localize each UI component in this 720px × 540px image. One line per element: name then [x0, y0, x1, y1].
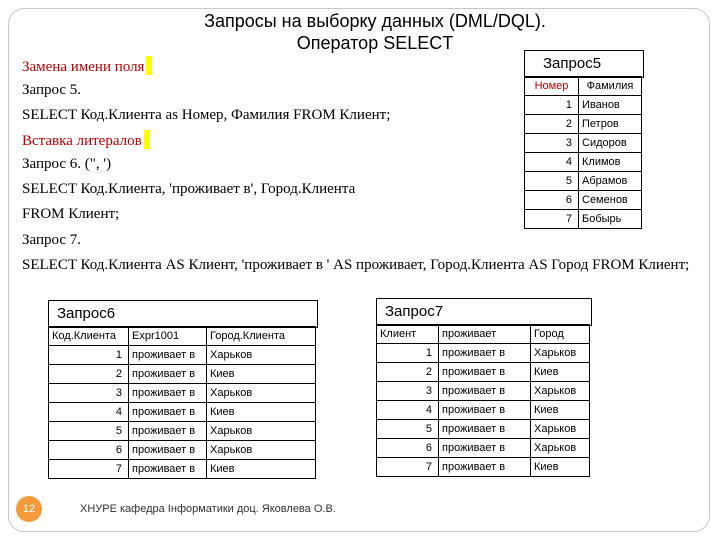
heading-insert-literals [22, 130, 150, 150]
query6-table [48, 326, 316, 479]
table-row [377, 458, 590, 477]
table-cell: 7 [49, 460, 129, 479]
query7-label: Запрос 7. [22, 232, 82, 248]
table-cell: 1 [377, 344, 439, 363]
table-cell: проживает в [129, 460, 207, 479]
table-cell: проживает в [439, 363, 531, 382]
column-header: Expr1001 [129, 327, 207, 346]
query5-title: Запрос5 [543, 55, 602, 72]
table-row [377, 439, 590, 458]
table-cell: проживает в [439, 420, 531, 439]
table-cell: проживает в [129, 346, 207, 365]
table-row [377, 420, 590, 439]
table-cell: Харьков [531, 344, 590, 363]
column-header: Фамилия [579, 77, 642, 96]
table-cell: 6 [525, 191, 579, 210]
table-row [49, 403, 316, 422]
table-cell: 6 [49, 441, 129, 460]
table-cell: 2 [525, 115, 579, 134]
column-header: Клиент [377, 325, 439, 344]
table-row [525, 210, 642, 229]
table-header-row [525, 77, 642, 96]
table-row [377, 382, 590, 401]
table-row [49, 384, 316, 403]
table-cell: проживает в [129, 422, 207, 441]
table-cell: проживает в [439, 344, 531, 363]
table-cell: Харьков [531, 382, 590, 401]
highlight-marker [144, 130, 150, 149]
table-cell: Киев [531, 363, 590, 382]
table-row [525, 153, 642, 172]
table-cell: Киев [531, 401, 590, 420]
table-cell: Абрамов [579, 172, 642, 191]
table-cell: Харьков [531, 420, 590, 439]
table-cell: Киев [207, 403, 316, 422]
table-cell: проживает в [439, 382, 531, 401]
table-cell: 5 [377, 420, 439, 439]
table-cell: Семенов [579, 191, 642, 210]
table-row [49, 365, 316, 384]
table-row [525, 191, 642, 210]
table-cell: проживает в [129, 441, 207, 460]
footer-text: ХНУРЕ кафедра Інформатики доц. Яковлева О.В. [80, 503, 336, 515]
table-row [525, 134, 642, 153]
table-cell: Киев [207, 460, 316, 479]
table-cell: Харьков [531, 439, 590, 458]
page-number-badge: 12 [16, 496, 42, 522]
column-header: Город [531, 325, 590, 344]
table-cell: проживает в [129, 384, 207, 403]
column-header: Номер [525, 77, 579, 96]
table-row [525, 96, 642, 115]
query7-title: Запрос7 [385, 303, 444, 320]
table-row [377, 344, 590, 363]
table-row [525, 115, 642, 134]
query7-table [376, 324, 590, 477]
table-cell: 7 [377, 458, 439, 477]
table-cell: Харьков [207, 384, 316, 403]
table-cell: 5 [525, 172, 579, 191]
table-cell: проживает в [129, 365, 207, 384]
table-cell: проживает в [439, 458, 531, 477]
table-cell: Петров [579, 115, 642, 134]
table-cell: 2 [49, 365, 129, 384]
table-cell: проживает в [439, 401, 531, 420]
query6-sql-line1: SELECT Код.Клиента, 'проживает в', Город.Клиента [22, 181, 356, 197]
column-header: Код.Клиента [49, 327, 129, 346]
table-cell: Харьков [207, 441, 316, 460]
table-cell: Киев [207, 365, 316, 384]
table-cell: проживает в [129, 403, 207, 422]
table-cell: Иванов [579, 96, 642, 115]
table-cell: Харьков [207, 346, 316, 365]
query6-sql-line2: FROM Клиент; [22, 206, 120, 222]
table-cell: 6 [377, 439, 439, 458]
table-cell: Киев [531, 458, 590, 477]
query6-title-box [48, 300, 318, 328]
table-cell: 2 [377, 363, 439, 382]
table-cell: 1 [525, 96, 579, 115]
slide-title-line1: Запросы на выборку данных (DML/DQL). [204, 11, 546, 31]
table-row [49, 460, 316, 479]
table-row [525, 172, 642, 191]
heading-rename-field [22, 56, 152, 76]
query5-table [524, 76, 642, 229]
query6-title: Запрос6 [57, 305, 116, 322]
query5-sql: SELECT Код.Клиента as Номер, Фамилия FROM Клиент; [22, 107, 391, 123]
table-header-row [377, 325, 590, 344]
table-cell: Климов [579, 153, 642, 172]
query5-label: Запрос 5. [22, 82, 82, 98]
table-row [49, 346, 316, 365]
table-cell: Бобырь [579, 210, 642, 229]
highlight-marker [146, 56, 152, 75]
table-cell: 3 [49, 384, 129, 403]
table-cell: проживает в [439, 439, 531, 458]
table-header-row [49, 327, 316, 346]
query6-label: Запрос 6. (", ') [22, 156, 112, 172]
table-cell: 7 [525, 210, 579, 229]
table-row [49, 441, 316, 460]
column-header: проживает [439, 325, 531, 344]
table-cell: 3 [377, 382, 439, 401]
table-cell: Сидоров [579, 134, 642, 153]
table-row [377, 401, 590, 420]
query5-title-box [524, 50, 644, 78]
query7-sql: SELECT Код.Клиента AS Клиент, 'проживает в ' AS проживает, Город.Клиента AS Город FROM Клиент; [22, 257, 690, 273]
table-cell: 1 [49, 346, 129, 365]
query7-title-box [376, 298, 592, 326]
table-cell: 3 [525, 134, 579, 153]
table-row [49, 422, 316, 441]
table-cell: 4 [49, 403, 129, 422]
table-row [377, 363, 590, 382]
slide-title-line2: Оператор SELECT [296, 33, 454, 53]
column-header: Город.Клиента [207, 327, 316, 346]
heading-rename-field-text: Замена имени поля [22, 59, 145, 75]
table-cell: 5 [49, 422, 129, 441]
table-cell: 4 [377, 401, 439, 420]
table-cell: 4 [525, 153, 579, 172]
heading-insert-literals-text: Вставка литералов [22, 133, 142, 149]
table-cell: Харьков [207, 422, 316, 441]
